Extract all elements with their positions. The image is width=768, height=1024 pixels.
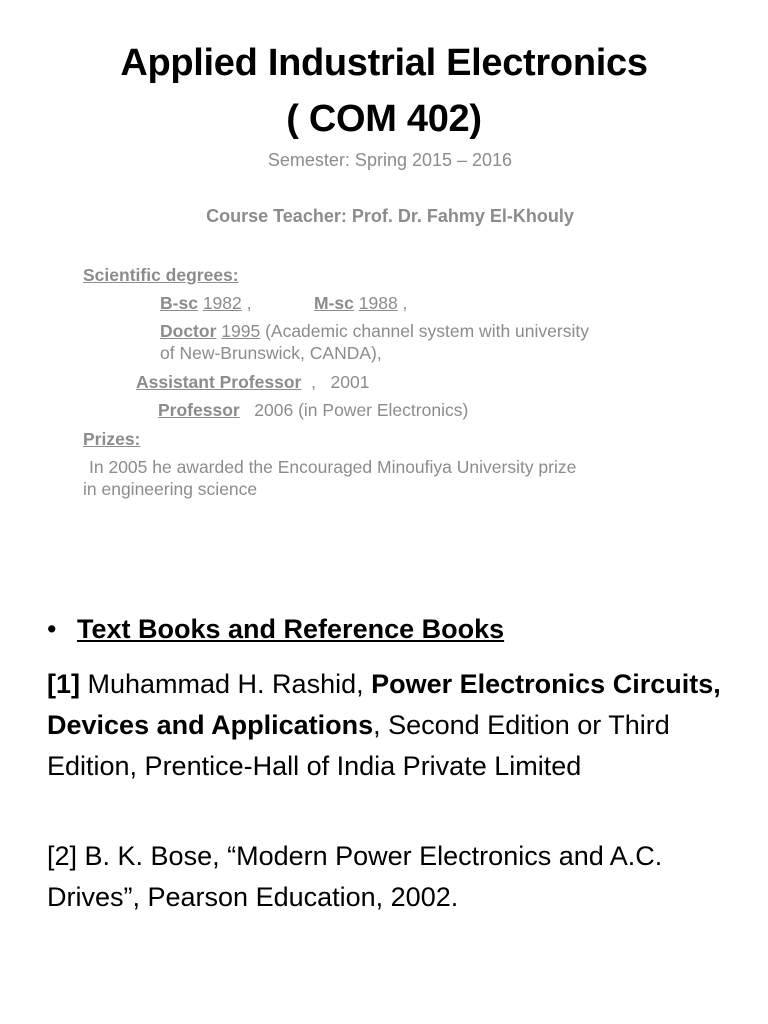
ref1-title: Power Electronics Circuits, Devices and Applications — [47, 669, 721, 740]
semester-text: Semester: Spring 2015 – 2016 — [267, 150, 513, 170]
ref1-details: , Second Edition or Third Edition, Prentice-Hall of India Private Limited — [47, 710, 670, 781]
asst-label: Assistant Professor — [136, 372, 302, 392]
bsc-year: 1982 — [202, 293, 242, 313]
prize-line-1: In 2005 he awarded the Encouraged Minoufiya University prize — [89, 457, 577, 477]
degree-assistant-professor: Assistant Professor , 2001 — [136, 372, 370, 392]
bsc-label: B-sc — [160, 293, 198, 313]
msc-label: M-sc — [314, 293, 354, 313]
course-title: Applied Industrial Electronics — [120, 42, 648, 84]
doctor-note: (Academic channel system with university — [265, 321, 589, 341]
msc-year: 1988 — [358, 293, 398, 313]
prize-line-2: in engineering science — [83, 479, 258, 499]
prof-label: Professor — [158, 400, 240, 420]
scientific-degrees-heading: Scientific degrees: — [83, 265, 239, 285]
degree-msc: M-sc 1988 , — [314, 293, 408, 313]
degree-professor — [158, 399, 468, 421]
doctor-year: 1995 — [221, 321, 261, 341]
degree-doctor — [160, 320, 589, 342]
asst-year: 2001 — [330, 372, 370, 392]
doctor-note-line2: of New-Brunswick, CANDA), — [160, 343, 382, 363]
ref1-author: Muhammad H. Rashid, — [80, 669, 372, 699]
reference-1 — [47, 664, 737, 787]
books-heading: Text Books and Reference Books — [77, 614, 505, 644]
prof-note: 2006 (in Power Electronics) — [254, 400, 469, 420]
ref1-number: [1] — [47, 669, 80, 699]
reference-2: [2] B. K. Bose, “Modern Power Electronics and A.C. Drives”, Pearson Education, 2002. — [47, 841, 663, 912]
course-teacher: Course Teacher: Prof. Dr. Fahmy El-Khouly — [206, 206, 574, 226]
prizes-heading: Prizes: — [83, 429, 141, 449]
books-heading-row — [47, 614, 504, 645]
bullet-glyph: • — [47, 614, 57, 644]
doctor-label: Doctor — [160, 321, 217, 341]
degree-bsc: B-sc 1982 , — [160, 293, 252, 313]
course-code: ( COM 402) — [286, 98, 482, 140]
